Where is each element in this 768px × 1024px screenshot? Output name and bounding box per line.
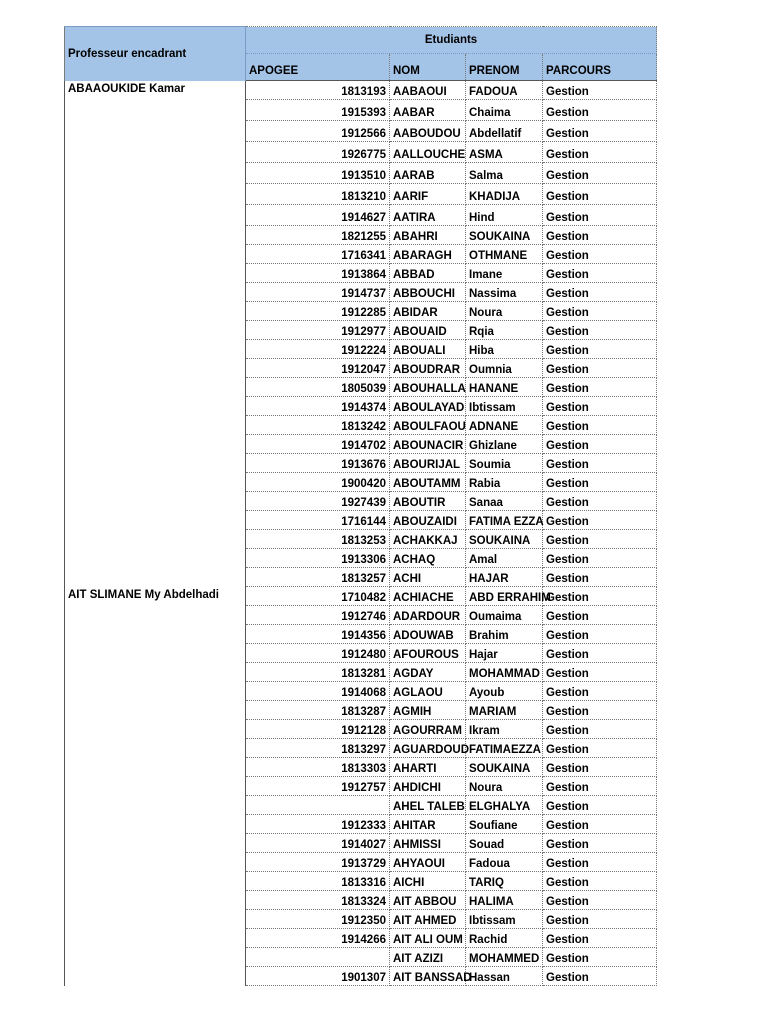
prenom-cell: FATIMA EZZA	[466, 511, 543, 530]
apogee-cell: 1913864	[246, 264, 390, 283]
parcours-cell: Gestion	[543, 625, 657, 644]
nom-cell: AHDICHI	[390, 777, 466, 796]
parcours-cell: Gestion	[543, 530, 657, 549]
prenom-cell: HANANE	[466, 378, 543, 397]
apogee-cell: 1813193	[246, 81, 390, 100]
parcours-cell: Gestion	[543, 834, 657, 853]
parcours-cell: Gestion	[543, 435, 657, 454]
students-table	[64, 26, 657, 986]
parcours-cell: Gestion	[543, 872, 657, 891]
prenom-cell: Abdellatif	[466, 121, 543, 142]
apogee-cell: 1913510	[246, 163, 390, 184]
prenom-cell: TARIQ	[466, 872, 543, 891]
apogee-cell: 1813253	[246, 530, 390, 549]
apogee-cell: 1912128	[246, 720, 390, 739]
apogee-cell: 1912746	[246, 606, 390, 625]
nom-cell: AGUARDOUD	[390, 739, 466, 758]
parcours-cell: Gestion	[543, 492, 657, 511]
prenom-cell: Rabia	[466, 473, 543, 492]
apogee-cell: 1914627	[246, 205, 390, 226]
prenom-cell: Sanaa	[466, 492, 543, 511]
nom-cell: ACHAQ	[390, 549, 466, 568]
prenom-cell: Oumnia	[466, 359, 543, 378]
nom-cell: AIT ABBOU	[390, 891, 466, 910]
prenom-cell: ADNANE	[466, 416, 543, 435]
prenom-cell: Brahim	[466, 625, 543, 644]
parcours-cell: Gestion	[543, 321, 657, 340]
apogee-cell: 1901307	[246, 967, 390, 986]
prenom-cell: Soumia	[466, 454, 543, 473]
header-professeur: Professeur encadrant	[65, 27, 246, 81]
parcours-cell: Gestion	[543, 644, 657, 663]
prenom-cell: MARIAM	[466, 701, 543, 720]
prenom-cell: Oumaima	[466, 606, 543, 625]
prenom-cell: Salma	[466, 163, 543, 184]
parcours-cell: Gestion	[543, 967, 657, 986]
parcours-cell: Gestion	[543, 739, 657, 758]
apogee-cell: 1913729	[246, 853, 390, 872]
prenom-cell: Hind	[466, 205, 543, 226]
prenom-cell: Noura	[466, 302, 543, 321]
apogee-cell: 1821255	[246, 226, 390, 245]
parcours-cell: Gestion	[543, 81, 657, 100]
apogee-cell: 1716341	[246, 245, 390, 264]
parcours-cell: Gestion	[543, 340, 657, 359]
parcours-cell: Gestion	[543, 283, 657, 302]
apogee-cell: 1805039	[246, 378, 390, 397]
prenom-cell: SOUKAINA	[466, 530, 543, 549]
prenom-cell: Ghizlane	[466, 435, 543, 454]
prenom-cell: ASMA	[466, 142, 543, 163]
nom-cell: AABAOUI	[390, 81, 466, 100]
nom-cell: ABOUNACIR	[390, 435, 466, 454]
prenom-cell: Hajar	[466, 644, 543, 663]
apogee-cell	[246, 796, 390, 815]
prenom-cell: Ikram	[466, 720, 543, 739]
nom-cell: ABOUTIR	[390, 492, 466, 511]
parcours-cell: Gestion	[543, 701, 657, 720]
nom-cell: AIT BANSSAD	[390, 967, 466, 986]
parcours-cell: Gestion	[543, 473, 657, 492]
prenom-cell: Ayoub	[466, 682, 543, 701]
header-parcours: PARCOURS	[543, 54, 657, 81]
prenom-cell: HALIMA	[466, 891, 543, 910]
nom-cell: AGLAOU	[390, 682, 466, 701]
nom-cell: ABOULAYAD	[390, 397, 466, 416]
prenom-cell: FADOUA	[466, 81, 543, 100]
parcours-cell: Gestion	[543, 163, 657, 184]
parcours-cell: Gestion	[543, 100, 657, 121]
apogee-cell: 1914068	[246, 682, 390, 701]
nom-cell: ABBOUCHI	[390, 283, 466, 302]
parcours-cell: Gestion	[543, 777, 657, 796]
apogee-cell: 1912977	[246, 321, 390, 340]
table-row	[65, 587, 657, 606]
parcours-cell: Gestion	[543, 587, 657, 606]
nom-cell: ABOUZAIDI	[390, 511, 466, 530]
nom-cell: ABOUALI	[390, 340, 466, 359]
nom-cell: ACHAKKAJ	[390, 530, 466, 549]
nom-cell: AALLOUCHE	[390, 142, 466, 163]
nom-cell: ABOUAID	[390, 321, 466, 340]
parcours-cell: Gestion	[543, 910, 657, 929]
prenom-cell: MOHAMMAD	[466, 663, 543, 682]
nom-cell: AFOUROUS	[390, 644, 466, 663]
apogee-cell: 1912757	[246, 777, 390, 796]
header-etudiants: Etudiants	[246, 27, 657, 54]
parcours-cell: Gestion	[543, 568, 657, 587]
prenom-cell: Ibtissam	[466, 397, 543, 416]
apogee-cell: 1914702	[246, 435, 390, 454]
parcours-cell: Gestion	[543, 663, 657, 682]
nom-cell: AGOURRAM	[390, 720, 466, 739]
table-body	[65, 81, 657, 986]
parcours-cell: Gestion	[543, 142, 657, 163]
prenom-cell: Amal	[466, 549, 543, 568]
apogee-cell: 1913676	[246, 454, 390, 473]
prenom-cell: Ibtissam	[466, 910, 543, 929]
prenom-cell: Hiba	[466, 340, 543, 359]
apogee-cell: 1900420	[246, 473, 390, 492]
parcours-cell: Gestion	[543, 302, 657, 321]
parcours-cell: Gestion	[543, 205, 657, 226]
parcours-cell: Gestion	[543, 264, 657, 283]
nom-cell: ADARDOUR	[390, 606, 466, 625]
apogee-cell: 1926775	[246, 142, 390, 163]
apogee-cell: 1912350	[246, 910, 390, 929]
nom-cell: AIT AZIZI	[390, 948, 466, 967]
nom-cell: ABOUDRAR	[390, 359, 466, 378]
spreadsheet	[64, 26, 656, 986]
apogee-cell: 1813210	[246, 184, 390, 205]
parcours-cell: Gestion	[543, 378, 657, 397]
parcours-cell: Gestion	[543, 184, 657, 205]
parcours-cell: Gestion	[543, 226, 657, 245]
apogee-cell: 1914266	[246, 929, 390, 948]
parcours-cell: Gestion	[543, 948, 657, 967]
prenom-cell: FATIMAEZZA	[466, 739, 543, 758]
apogee-cell: 1927439	[246, 492, 390, 511]
prenom-cell: MOHAMMED	[466, 948, 543, 967]
apogee-cell: 1912333	[246, 815, 390, 834]
prenom-cell: Rachid	[466, 929, 543, 948]
prenom-cell: Souad	[466, 834, 543, 853]
nom-cell: AHARTI	[390, 758, 466, 777]
prenom-cell: OTHMANE	[466, 245, 543, 264]
apogee-cell: 1813287	[246, 701, 390, 720]
nom-cell: AGDAY	[390, 663, 466, 682]
apogee-cell: 1912224	[246, 340, 390, 359]
parcours-cell: Gestion	[543, 796, 657, 815]
nom-cell: ACHI	[390, 568, 466, 587]
apogee-cell: 1813257	[246, 568, 390, 587]
prenom-cell: Chaima	[466, 100, 543, 121]
apogee-cell: 1914356	[246, 625, 390, 644]
nom-cell: AHEL TALEB	[390, 796, 466, 815]
parcours-cell: Gestion	[543, 758, 657, 777]
parcours-cell: Gestion	[543, 853, 657, 872]
nom-cell: ABARAGH	[390, 245, 466, 264]
prenom-cell: HAJAR	[466, 568, 543, 587]
apogee-cell: 1813316	[246, 872, 390, 891]
nom-cell: AABOUDOU	[390, 121, 466, 142]
nom-cell: AIT ALI OUM	[390, 929, 466, 948]
nom-cell: ACHIACHE	[390, 587, 466, 606]
apogee-cell: 1912480	[246, 644, 390, 663]
prenom-cell: KHADIJA	[466, 184, 543, 205]
nom-cell: ABAHRI	[390, 226, 466, 245]
prenom-cell: Rqia	[466, 321, 543, 340]
nom-cell: AATIRA	[390, 205, 466, 226]
apogee-cell: 1914027	[246, 834, 390, 853]
prenom-cell: Noura	[466, 777, 543, 796]
prenom-cell: ABD ERRAHIM	[466, 587, 543, 606]
nom-cell: ABOULFAOU	[390, 416, 466, 435]
prenom-cell: SOUKAINA	[466, 758, 543, 777]
prenom-cell: Imane	[466, 264, 543, 283]
parcours-cell: Gestion	[543, 121, 657, 142]
parcours-cell: Gestion	[543, 815, 657, 834]
prenom-cell: Hassan	[466, 967, 543, 986]
apogee-cell: 1813281	[246, 663, 390, 682]
apogee-cell: 1914374	[246, 397, 390, 416]
parcours-cell: Gestion	[543, 454, 657, 473]
nom-cell: ABOUHALLA	[390, 378, 466, 397]
nom-cell: AGMIH	[390, 701, 466, 720]
apogee-cell: 1710482	[246, 587, 390, 606]
prenom-cell: ELGHALYA	[466, 796, 543, 815]
parcours-cell: Gestion	[543, 416, 657, 435]
parcours-cell: Gestion	[543, 606, 657, 625]
apogee-cell: 1915393	[246, 100, 390, 121]
nom-cell: AHITAR	[390, 815, 466, 834]
prenom-cell: SOUKAINA	[466, 226, 543, 245]
parcours-cell: Gestion	[543, 929, 657, 948]
apogee-cell: 1914737	[246, 283, 390, 302]
nom-cell: AHYAOUI	[390, 853, 466, 872]
nom-cell: AARIF	[390, 184, 466, 205]
professeur-cell: ABAAOUKIDE Kamar	[65, 81, 246, 587]
table-row	[65, 81, 657, 100]
nom-cell: ADOUWAB	[390, 625, 466, 644]
parcours-cell: Gestion	[543, 245, 657, 264]
apogee-cell: 1813242	[246, 416, 390, 435]
parcours-cell: Gestion	[543, 511, 657, 530]
parcours-cell: Gestion	[543, 359, 657, 378]
apogee-cell: 1813297	[246, 739, 390, 758]
header-apogee: APOGEE	[246, 54, 390, 81]
nom-cell: AABAR	[390, 100, 466, 121]
prenom-cell: Nassima	[466, 283, 543, 302]
apogee-cell	[246, 948, 390, 967]
nom-cell: ABBAD	[390, 264, 466, 283]
apogee-cell: 1912047	[246, 359, 390, 378]
apogee-cell: 1912285	[246, 302, 390, 321]
parcours-cell: Gestion	[543, 891, 657, 910]
professeur-cell: AIT SLIMANE My Abdelhadi	[65, 587, 246, 986]
nom-cell: ABOUTAMM	[390, 473, 466, 492]
prenom-cell: Soufiane	[466, 815, 543, 834]
header-prenom: PRENOM	[466, 54, 543, 81]
nom-cell: ABOURIJAL	[390, 454, 466, 473]
parcours-cell: Gestion	[543, 549, 657, 568]
nom-cell: AICHI	[390, 872, 466, 891]
apogee-cell: 1716144	[246, 511, 390, 530]
parcours-cell: Gestion	[543, 682, 657, 701]
prenom-cell: Fadoua	[466, 853, 543, 872]
apogee-cell: 1813324	[246, 891, 390, 910]
apogee-cell: 1913306	[246, 549, 390, 568]
nom-cell: AIT AHMED	[390, 910, 466, 929]
apogee-cell: 1813303	[246, 758, 390, 777]
parcours-cell: Gestion	[543, 397, 657, 416]
parcours-cell: Gestion	[543, 720, 657, 739]
apogee-cell: 1912566	[246, 121, 390, 142]
header-nom: NOM	[390, 54, 466, 81]
nom-cell: AARAB	[390, 163, 466, 184]
nom-cell: ABIDAR	[390, 302, 466, 321]
nom-cell: AHMISSI	[390, 834, 466, 853]
